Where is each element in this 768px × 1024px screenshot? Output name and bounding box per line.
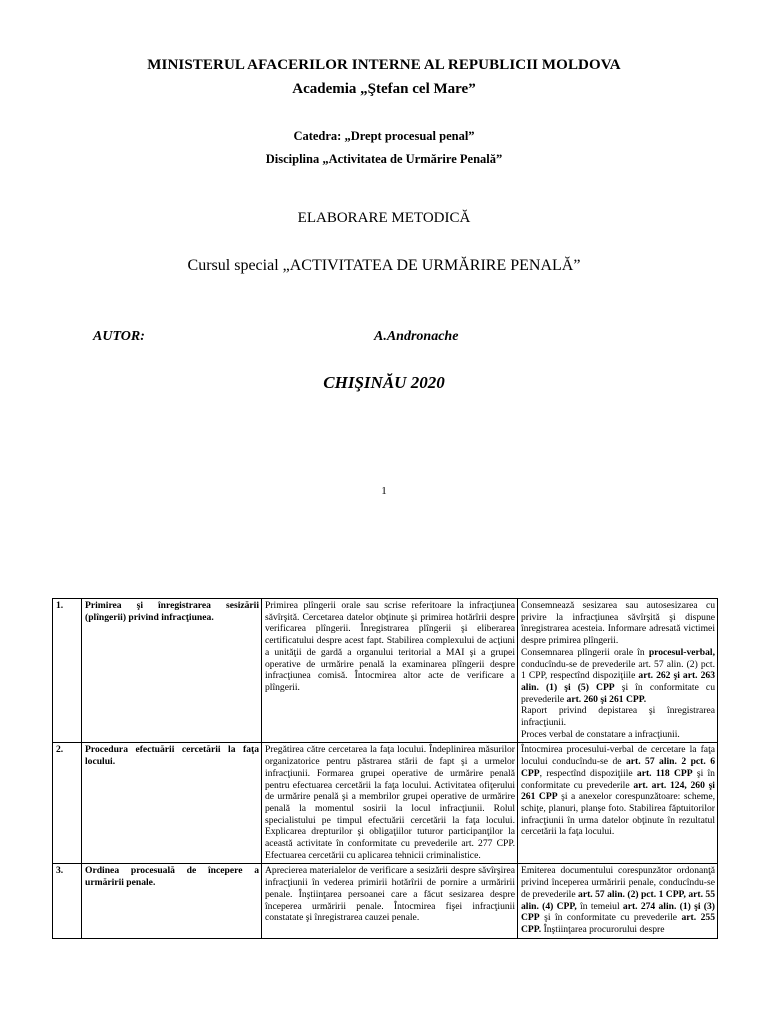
row-number: 2. (53, 743, 82, 864)
discipline-label: Disciplina „Activitatea de Urmărire Penală” (265, 152, 503, 166)
doc-paragraph: Proces verbal de constatare a infracţiunii. (521, 728, 680, 740)
table-row (53, 599, 718, 743)
course-title: Cursul special „ACTIVITATEA DE URMĂRIRE PENALĂ” (187, 257, 581, 274)
row-title: Primirea şi înregistrarea sesizării (plîngerii) privind infracţiunea. (82, 599, 262, 743)
row-documents: Întocmirea procesului-verbal de cercetare la faţa locului conducîndu-se de art. 57 alin. 2 pct. 6 CPP, respectînd dispoziţiile art. 118 CPP şi în conformitate cu prevederile art. art. 124, 260 şi 261 CPP şi a anexelor corespunzătoare: scheme, schiţe, planuri, planşe foto. Stabilirea făptuitorilor infracţiunii în urma datelor obţinute în rezultatul cercetării la faţa locului. (518, 743, 718, 864)
page-number: 1 (381, 485, 387, 497)
catedra-label: Catedra: „Drept procesual penal” (293, 129, 475, 143)
row-documents: Emiterea documentului corespunzător ordonanţă privind începerea urmăririi penale, conducîndu-se de prevederile art. 57 alin. (2) pct. 1 CPP, art. 55 alin. (4) CPP, în temeiul art. 274 alin. (1) şi (3) CPP şi în conformitate cu prevederile art. 255 CPP. Înştiinţarea procurorului despre (518, 864, 718, 938)
row-title: Ordinea procesuală de începere a urmăririi penale. (82, 864, 262, 938)
author-label: AUTOR: (93, 329, 145, 344)
row-activities: Aprecierea materialelor de verificare a sesizării despre săvîrşirea infracţiunii în vederea primirii hotărîrii de pornire a urmăririi penale. Înştiinţarea persoanei care a făcut sesizarea despre începerea urmăririi penale. Întocmirea fişei infracţiunii constatate şi înregistrarea cauzei penale. (262, 864, 518, 938)
document-type: ELABORARE METODICĂ (297, 210, 471, 226)
ministry-name: MINISTERUL AFACERILOR INTERNE AL REPUBLICII MOLDOVA (147, 57, 621, 73)
table-row (53, 864, 718, 938)
doc-paragraph: Consemnarea plîngerii orale în procesul-verbal, conducîndu-se de prevederile art. 57 alin. (2) pct. 1 CPP, respectînd dispoziţiile art. 262 şi art. 263 alin. (1) şi (5) CPP şi în conformitate cu prevederile art. 260 şi 261 CPP. (521, 646, 715, 705)
row-title: Procedura efectuării cercetării la faţa locului. (82, 743, 262, 864)
row-number: 3. (53, 864, 82, 938)
row-documents (518, 599, 718, 743)
row-activities: Pregătirea către cercetarea la faţa locului. Îndeplinirea măsurilor organizatorice pentru păstrarea stării de fapt şi a urmelor infracţiunii. Formarea grupei operative de urmărire penală pentru efectuarea cercetării la faţa locului. Activitatea ofiţerului de urmărire penală şi a membrilor grupei operative de urmărire penală la momentul sosirii la locul infracţiunii. Rolul specialistului pe timpul efectuării cercetării la faţa locului. Explicarea drepturilor şi obligaţiilor tuturor participanţilor la această activitate în conformitate cu prevederile art. 277 CPP. Efectuarea cercetării cu aplicarea tehnicii criminalistice. (262, 743, 518, 864)
row-activities: Primirea plîngerii orale sau scrise referitoare la infracţiunea săvîrşită. Cercetarea datelor obţinute şi primirea hotărîrii despre verificarea plîngerii. Înregistrarea plîngerii şi eliberarea certificatului despre acest fapt. Stabilirea complexului de acţiuni a unităţii de gardă a organului teritorial a MAI şi a grupei operative de urmărire penală la examinarea plîngerii despre infracţiunea comisă. Întocmirea altor acte de verificare a plîngerii. (262, 599, 518, 743)
city-year: CHIŞINĂU 2020 (323, 373, 445, 392)
doc-paragraph: Consemnează sesizarea sau autosesizarea cu privire la infracţiunea săvîrşită şi dispune înregistrarea acesteia. Informare adresată victimei despre primirea plîngerii. (521, 600, 715, 647)
methodology-table (52, 598, 718, 939)
academy-name: Academia „Ştefan cel Mare” (292, 81, 476, 97)
row-number: 1. (53, 599, 82, 743)
table-row (53, 743, 718, 864)
doc-paragraph: Raport privind depistarea şi înregistrarea infracţiunii. (521, 705, 715, 729)
author-name: A.Andronache (374, 329, 459, 344)
